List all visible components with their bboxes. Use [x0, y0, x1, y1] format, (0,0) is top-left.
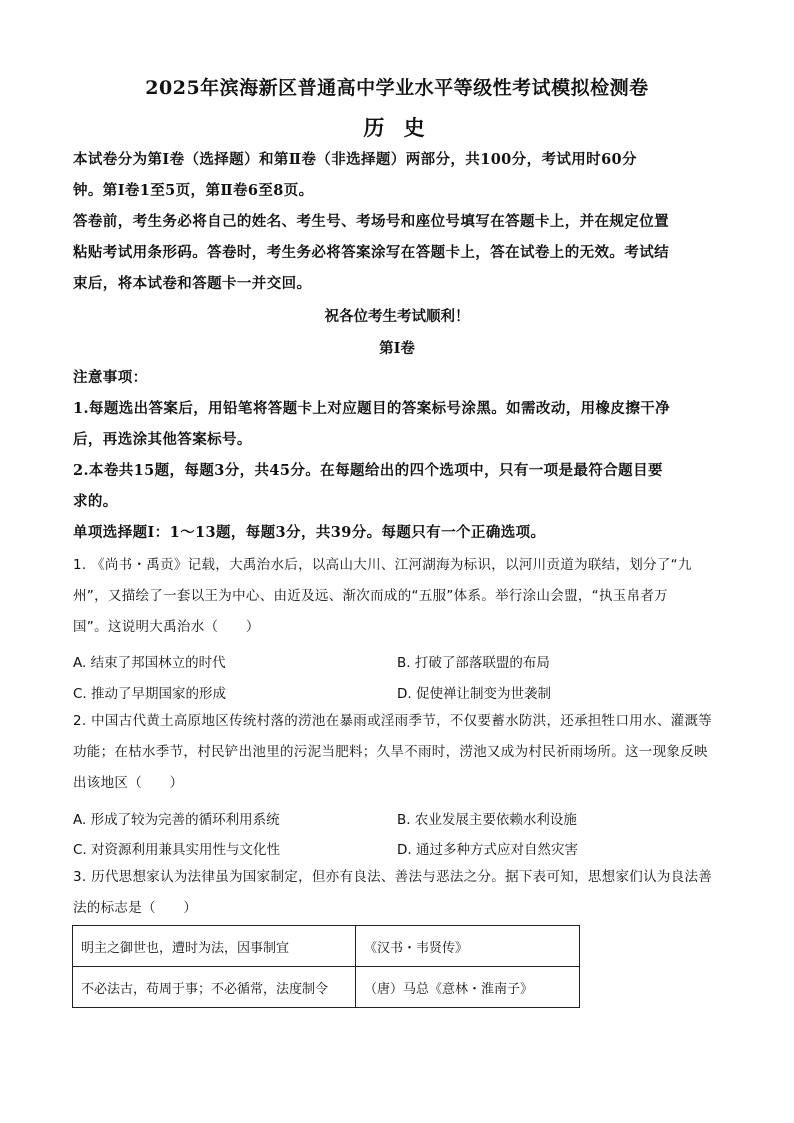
question-line: 国”。这说明大禹治水（ ） [73, 619, 260, 635]
question-1-options-row-1 [73, 651, 723, 681]
instruction-line: 钟。第Ⅰ卷1至5页，第Ⅱ卷6至8页。 [73, 182, 314, 199]
table-cell-quote: 不必法古，苟周于事；不必循常，法度制令 [73, 967, 356, 1008]
instruction-line: 粘贴考试用条形码。答卷时，考生务必将答案涂写在答题卡上，答在试卷上的无效。考试结 [73, 244, 669, 261]
instruction-line: 束后，将本试卷和答题卡一并交回。 [73, 275, 312, 292]
table-row [73, 926, 580, 967]
option-c[interactable]: C. 对资源利用兼具实用性与文化性 [73, 842, 281, 858]
question-line: 州”，又描绘了一套以王为中心、由近及远、渐次而成的“五服”体系。举行涂山会盟，“执玉帛者万 [73, 588, 668, 604]
note-line: 后，再选涂其他答案标号。 [73, 431, 252, 448]
instruction-line: 本试卷分为第Ⅰ卷（选择题）和第Ⅱ卷（非选择题）两部分，共100分，考试用时60分 [73, 151, 637, 168]
option-b[interactable]: B. 农业发展主要依赖水利设施 [397, 812, 577, 828]
question-line: 2. 中国古代黄土高原地区传统村落的涝池在暴雨或淫雨季节，不仅要蓄水防洪，还承担牲口用水、灌溉等 [73, 713, 713, 729]
question-2 [73, 706, 723, 799]
question-2-options-row-1 [73, 808, 723, 838]
question-line: 法的标志是（ ） [73, 900, 198, 916]
good-luck-message: 祝各位考生考试顺利！ [324, 308, 470, 325]
notes-block [73, 362, 723, 548]
table-row [73, 967, 580, 1008]
table-cell-source: （唐）马总《意林・淮南子》 [356, 967, 580, 1008]
question-line: 出该地区（ ） [73, 775, 184, 791]
option-d[interactable]: D. 促使禅让制变为世袭制 [397, 686, 551, 702]
notes-heading: 注意事项： [73, 369, 148, 386]
instruction-line: 答卷前，考生务必将自己的姓名、考生号、考场号和座位号填写在答题卡上，并在规定位置 [73, 213, 669, 230]
question-line: 功能；在枯水季节，村民铲出池里的污泥当肥料；久旱不雨时，涝池又成为村民祈雨场所。这一现象反映 [73, 744, 708, 760]
option-b[interactable]: B. 打破了部落联盟的布局 [397, 655, 550, 671]
table-cell-source: 《汉书・韦贤传》 [356, 926, 580, 967]
table-cell-quote: 明主之御世也，遭时为法，因事制宜 [73, 926, 356, 967]
option-a[interactable]: A. 形成了较为完善的循环利用系统 [73, 812, 280, 828]
question-1 [73, 550, 723, 643]
option-c[interactable]: C. 推动了早期国家的形成 [73, 686, 227, 702]
option-d[interactable]: D. 通过多种方式应对自然灾害 [397, 842, 578, 858]
exam-title: 2025年滨海新区普通高中学业水平等级性考试模拟检测卷 [145, 77, 649, 99]
single-choice-heading: 单项选择题Ⅰ：1～13题，每题3分，共39分。每题只有一个正确选项。 [73, 524, 546, 541]
note-line: 1.每题选出答案后，用铅笔将答题卡上对应题目的答案标号涂黑。如需改动，用橡皮擦干净 [73, 400, 671, 417]
quotes-table [72, 925, 580, 1008]
option-a[interactable]: A. 结束了邦国林立的时代 [73, 655, 226, 671]
note-line: 求的。 [73, 493, 118, 510]
note-line: 2.本卷共15题，每题3分，共45分。在每题给出的四个选项中，只有一项是最符合题目要 [73, 462, 663, 479]
question-line: 3. 历代思想家认为法律虽为国家制定，但亦有良法、善法与恶法之分。据下表可知，思想家们认为良法善 [73, 869, 713, 885]
subject-title: 历 史 [363, 115, 431, 140]
question-line: 1. 《尚书・禹贡》记载，大禹治水后，以高山大川、江河湖海为标识，以河川贡道为联结，划分了“九 [73, 557, 692, 573]
question-3 [73, 862, 723, 924]
exam-instructions [73, 144, 723, 299]
section-title: 第Ⅰ卷 [379, 340, 415, 357]
